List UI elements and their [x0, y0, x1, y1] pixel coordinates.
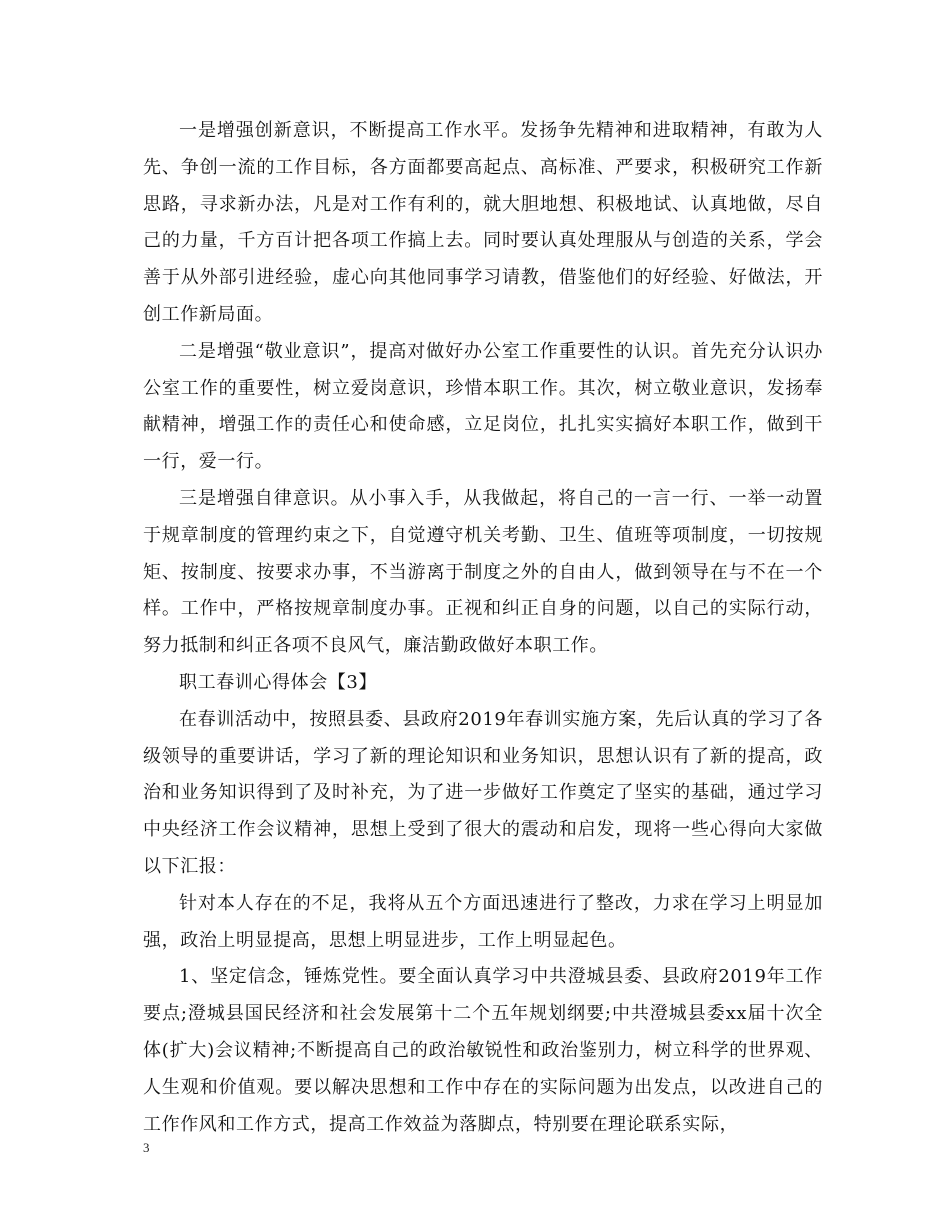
paragraph-dedication: 二是增强“敬业意识”，提高对做好办公室工作重要性的认识。首先充分认识办公室工作的重要性，树立爱岗意识，珍惜本职工作。其次，树立敬业意识，发扬奉献精神，增强工作的责任心和使命感，立足岗位，扎扎实实搞好本职工作，做到干一行，爱一行。 [143, 340, 823, 473]
paragraph-rectification: 针对本人存在的不足，我将从五个方面迅速进行了整改，力求在学习上明显加强，政治上明显提高，思想上明显进步，工作上明显起色。 [143, 892, 823, 951]
page-number: 3 [143, 1140, 150, 1155]
document-body [143, 113, 823, 1143]
paragraph-self-discipline: 三是增强自律意识。从小事入手，从我做起，将自己的一言一行、一举一动置于规章制度的管理约束之下，自觉遵守机关考勤、卫生、值班等项制度，一切按规矩、按制度、按要求办事，不当游离于制度之外的自由人，做到领导在与不在一个样。工作中，严格按规章制度办事。正视和纠正自身的问题，以自己的实际行动，努力抵制和纠正各项不良风气，廉洁勤政做好本职工作。 [143, 487, 823, 657]
paragraph-point-one: 1、坚定信念，锤炼党性。要全面认真学习中共澄城县委、县政府2019年工作要点;澄城县国民经济和社会发展第十二个五年规划纲要;中共澄城县委xx届十次全体(扩大)会议精神;不断提高自己的政治敏锐性和政治鉴别力，树立科学的世界观、人生观和价值观。要以解决思想和工作中存在的实际问题为出发点，以改进自己的工作作风和工作方式，提高工作效益为落脚点，特别要在理论联系实际， [143, 966, 823, 1135]
paragraph-innovation: 一是增强创新意识，不断提高工作水平。发扬争先精神和进取精神，有敢为人先、争创一流的工作目标，各方面都要高起点、高标准、严要求，积极研究工作新思路，寻求新办法，凡是对工作有利的，就大胆地想、积极地试、认真地做，尽自己的力量，千方百计把各项工作搞上去。同时要认真处理服从与创造的关系，学会善于从外部引进经验，虚心向其他同事学习请教，借鉴他们的好经验、好做法，开创工作新局面。 [143, 120, 823, 325]
paragraph-spring-training: 在春训活动中，按照县委、县政府2019年春训实施方案，先后认真的学习了各级领导的重要讲话，学习了新的理论知识和业务知识，思想认识有了新的提高，政治和业务知识得到了及时补充，为了进一步做好工作奠定了坚实的基础，通过学习中央经济工作会议精神，思想上受到了很大的震动和启发，现将一些心得向大家做以下汇报： [143, 708, 823, 877]
section-heading: 职工春训心得体会【3】 [179, 671, 378, 693]
